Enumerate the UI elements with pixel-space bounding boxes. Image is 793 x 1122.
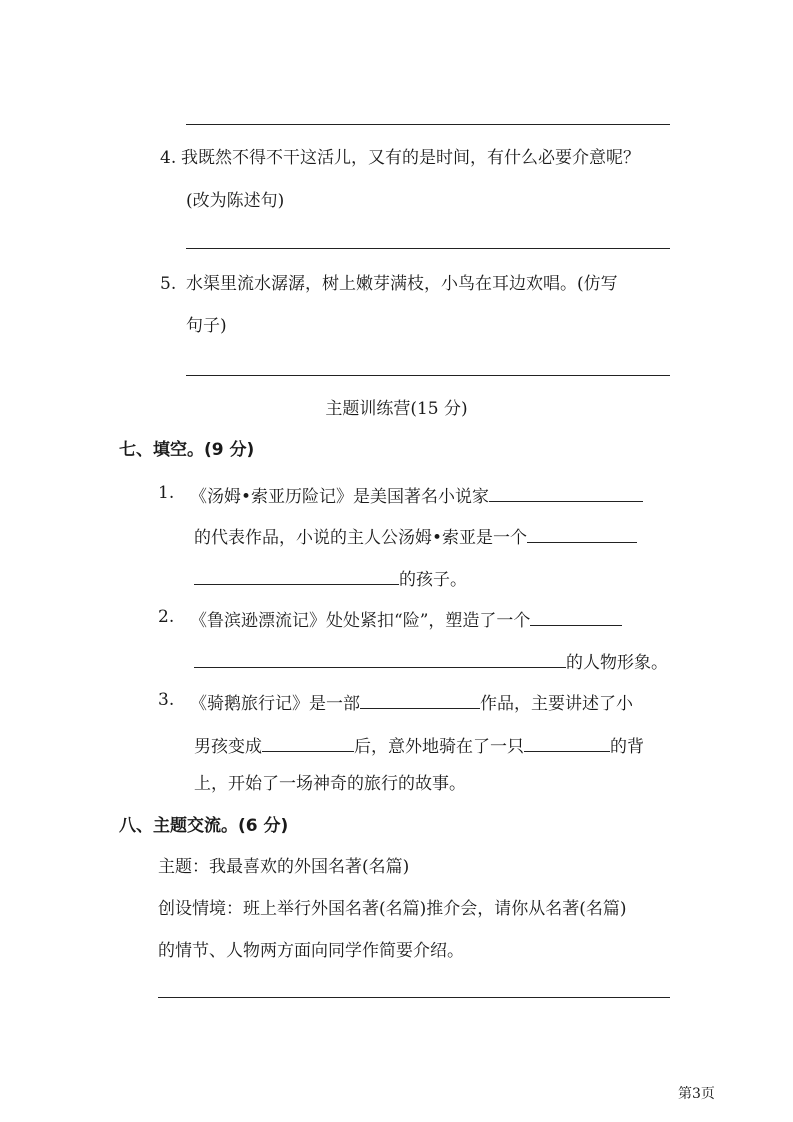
blank-transform[interactable] bbox=[262, 731, 354, 752]
part7-q2-text2: 的人物形象。 bbox=[566, 653, 668, 673]
theme-camp-title: 主题训练营(15 分) bbox=[325, 399, 468, 419]
part7-q2-line2 bbox=[194, 647, 668, 675]
part7-q1-line2 bbox=[194, 522, 637, 550]
answer-line-part8[interactable] bbox=[158, 997, 670, 998]
part7-q1-number: 1. bbox=[158, 483, 175, 503]
part8-scenario-line2: 的情节、人物两方面向同学作简要介绍。 bbox=[158, 941, 464, 961]
question-4-text: 我既然不得不干这活儿，又有的是时间，有什么必要介意呢？ bbox=[181, 148, 640, 168]
part7-q3-text2b: 后，意外地骑在了一只 bbox=[354, 737, 524, 757]
part7-q1-line1 bbox=[190, 481, 643, 509]
part7-q1-text1: 《汤姆•索亚历险记》是美国著名小说家 bbox=[190, 487, 490, 507]
blank-author[interactable] bbox=[489, 481, 643, 502]
part7-q1-text3: 的孩子。 bbox=[399, 570, 467, 590]
question-4-number: 4. bbox=[160, 148, 177, 168]
blank-genre[interactable] bbox=[360, 688, 480, 709]
part7-q3-text2c: 的背 bbox=[610, 737, 644, 757]
part7-q1-line3 bbox=[194, 564, 467, 592]
blank-tom-trait-a[interactable] bbox=[527, 522, 637, 543]
question-5-text: 水渠里流水潺潺，树上嫩芽满枝，小鸟在耳边欢唱。(仿写 bbox=[186, 274, 618, 294]
answer-line-q5[interactable] bbox=[186, 375, 670, 376]
part7-q2-line1 bbox=[190, 605, 622, 633]
part7-heading: 七、填空。(9 分) bbox=[119, 440, 255, 460]
part8-scenario-line1: 创设情境：班上举行外国名著(名篇)推介会，请你从名著(名篇) bbox=[158, 899, 627, 919]
blank-goose[interactable] bbox=[524, 731, 610, 752]
blank-robinson-b[interactable] bbox=[194, 647, 566, 668]
blank-robinson-a[interactable] bbox=[530, 605, 622, 626]
part7-q1-text2: 的代表作品，小说的主人公汤姆•索亚是一个 bbox=[194, 528, 528, 548]
part7-q3-text2a: 男孩变成 bbox=[194, 737, 262, 757]
part7-q3-text1b: 作品，主要讲述了小 bbox=[480, 694, 633, 714]
part8-topic: 主题：我最喜欢的外国名著(名篇) bbox=[158, 857, 410, 877]
part7-q2-text1: 《鲁滨逊漂流记》处处紧扣“险”，塑造了一个 bbox=[190, 611, 531, 631]
part7-q3-line2 bbox=[194, 731, 644, 759]
part7-q2-number: 2. bbox=[158, 607, 175, 627]
blank-tom-trait-b[interactable] bbox=[194, 564, 399, 585]
part8-heading: 八、主题交流。(6 分) bbox=[119, 816, 289, 836]
answer-line-q3[interactable] bbox=[186, 124, 670, 125]
page-number: 第3页 bbox=[678, 1086, 715, 1102]
part7-q3-line3: 上，开始了一场神奇的旅行的故事。 bbox=[194, 774, 466, 794]
part7-q3-text1a: 《骑鹅旅行记》是一部 bbox=[190, 694, 360, 714]
part7-q3-line1 bbox=[190, 688, 633, 716]
part7-q3-number: 3. bbox=[158, 690, 175, 710]
answer-line-q4[interactable] bbox=[186, 248, 670, 249]
question-5-text-continued: 句子) bbox=[186, 316, 227, 336]
question-4-instruction: (改为陈述句) bbox=[186, 191, 285, 211]
question-5-number: 5. bbox=[160, 274, 177, 294]
